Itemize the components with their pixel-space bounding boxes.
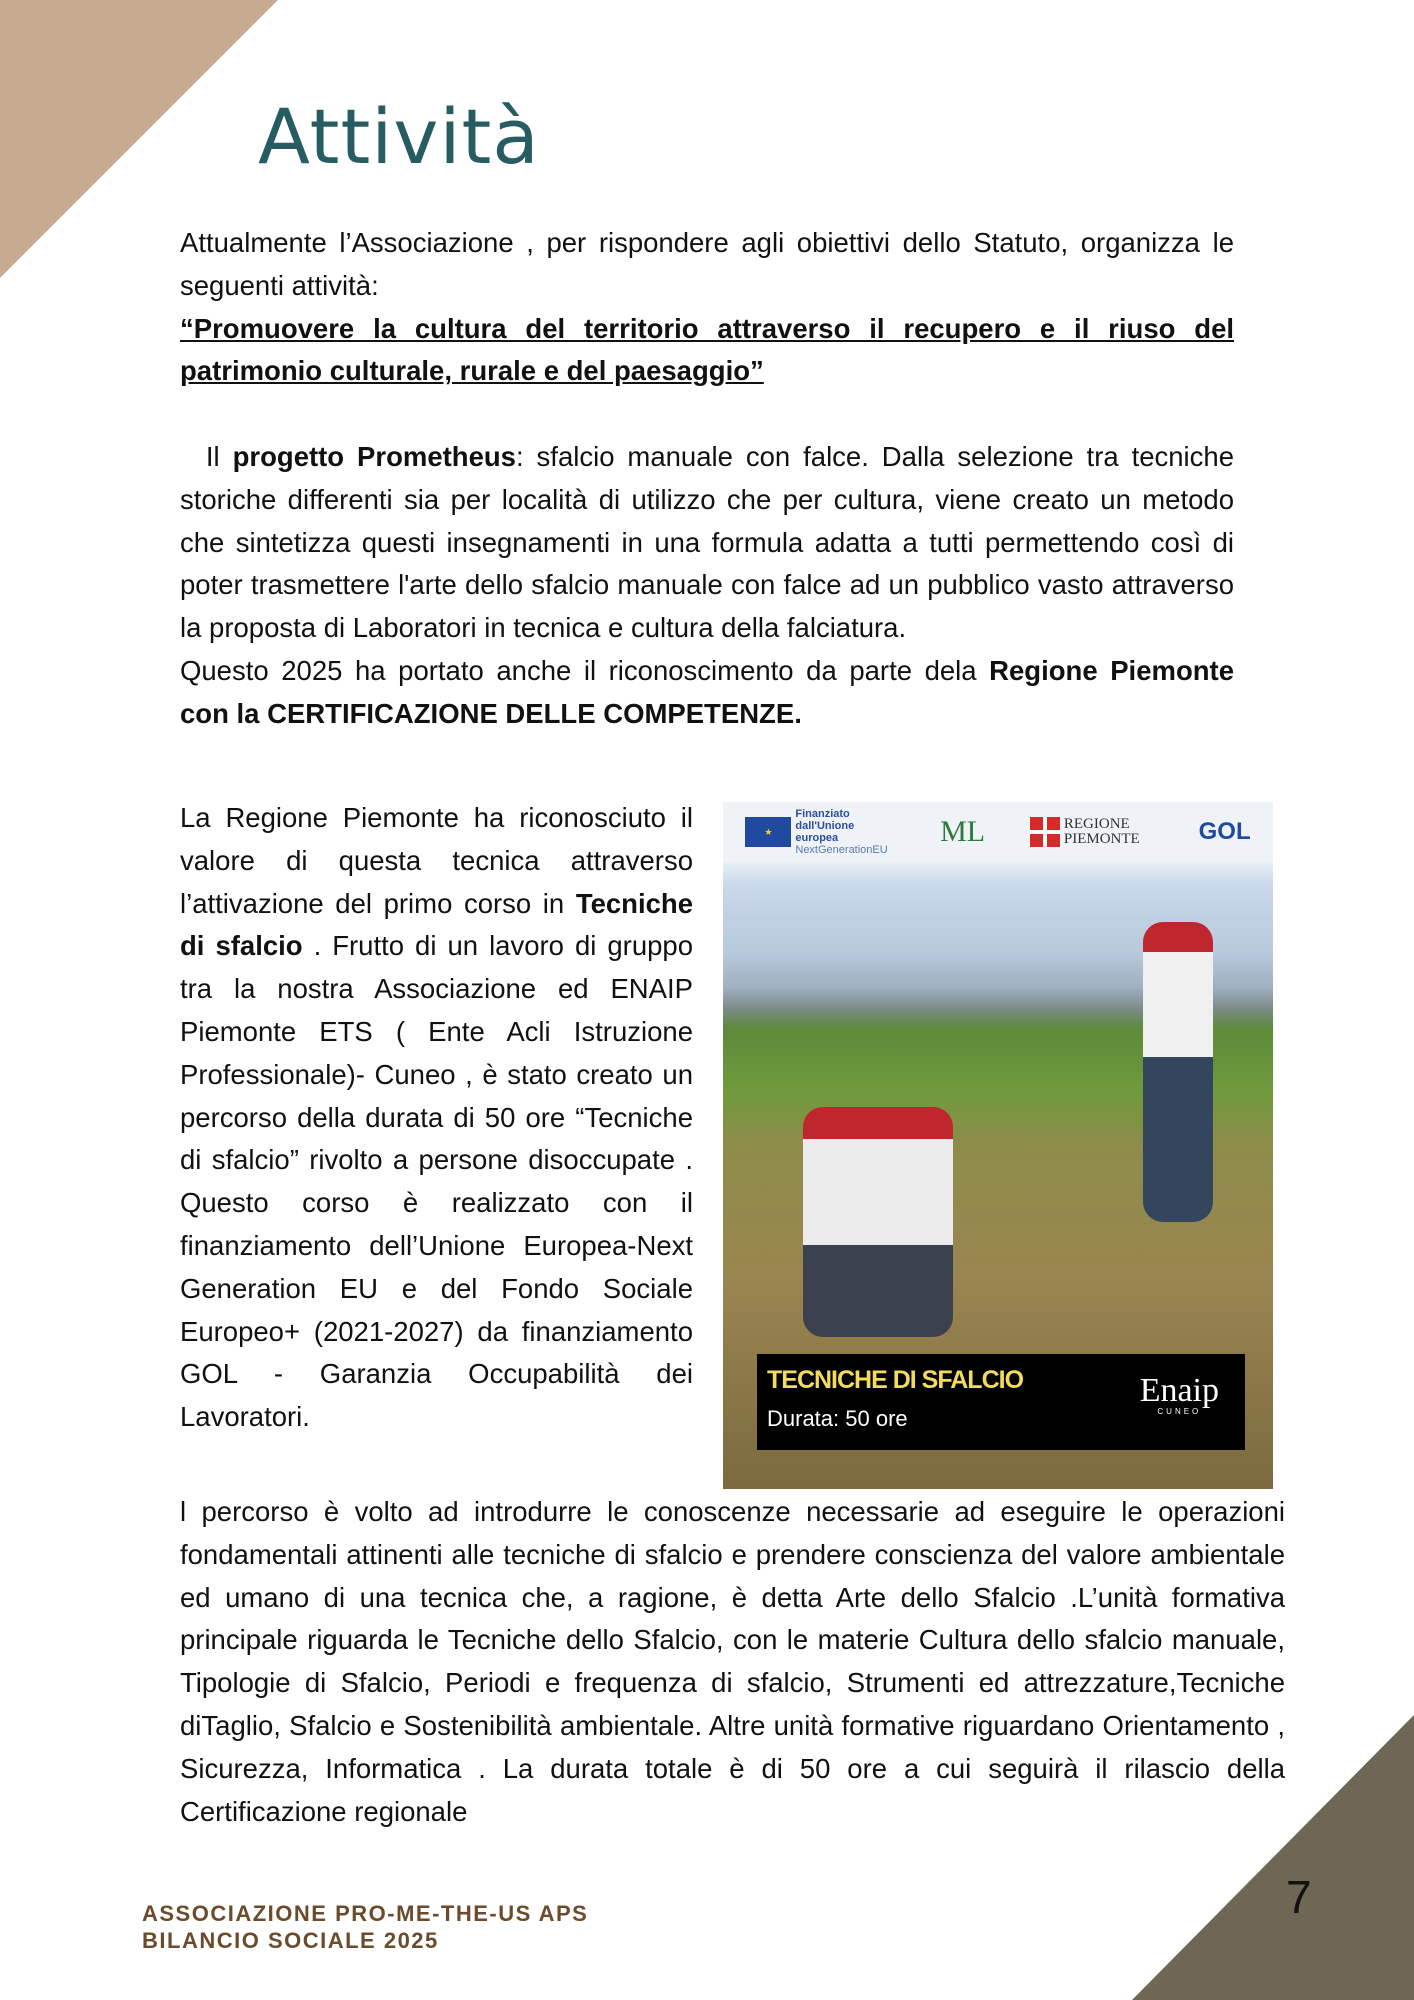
caption-title: TECNICHE DI SFALCIO: [767, 1366, 1024, 1394]
recognition-text: Questo 2025 ha portato anche il riconoscimento da parte dela: [180, 654, 990, 686]
eu-flag-icon: ★: [745, 817, 791, 847]
regione-piemonte-logo: [1030, 817, 1154, 847]
enaip-name: Enaip: [1139, 1372, 1219, 1409]
page-number: 7: [1286, 1871, 1312, 1923]
footer: [142, 1900, 588, 1954]
column-text-2: . Frutto di un lavoro di gruppo tra la nostra Associazione ed ENAIP Piemonte ETS ( Ente Acli Istruzione Professionale)- Cuneo , è stato creato un percorso della durata di 50 ore “Tecniche di sfalcio” rivolto a persone disoccupate . Questo corso è realizzato con il finanziamento dell’Unione Europea-Next Generation EU e del Fondo Sociale Europeo+ (2021-2027) da finanziamento GOL - Garanzia Occupabilità dei Lavoratori.: [180, 930, 694, 1433]
prometheus-paragraph: [180, 436, 1234, 650]
closing-paragraph: l percorso è volto ad introdurre le conoscenze necessarie ad eseguire le operazioni fondamentali attinenti alle tecniche di sfalcio e prendere conscienza del valore ambientale ed umano di una tecnica che, a ragione, è detta Arte dello Sfalcio .L’unità formativa principale riguarda le Tecniche dello Sfalcio, con le materie Cultura dello sfalcio manuale, Tipologie di Sfalcio, Periodi e frequenza di sfalcio, Strumenti ed attrezzature,Tecniche diTaglio, Sfalcio e Sostenibilità ambientale. Altre unità formative riguardano Orientamento , Sicurezza, Informatica . La durata totale è di 50 ore a cui seguirà il rilascio della Certificazione regionale: [180, 1496, 1285, 1827]
recognition-bold: Regione Piemonte con la CERTIFICAZIONE DELLE COMPETENZE.: [180, 654, 1234, 729]
column-bold: Tecniche di sfalcio: [180, 887, 693, 962]
enaip-logo: [1139, 1372, 1219, 1418]
course-photo: [723, 802, 1273, 1489]
column-text-1: La Regione Piemonte ha riconosciuto il valore di questa tecnica attraverso l’attivazione del primo corso in: [180, 802, 693, 919]
man-sitting: [803, 1107, 953, 1337]
eu-sub: NextGenerationEU: [795, 844, 888, 856]
ministry-logo: ML: [940, 815, 986, 848]
intro-section: [180, 222, 1234, 736]
recognition-paragraph: [180, 650, 1234, 736]
prometheus-prefix: Il: [205, 440, 233, 472]
gol-logo: GOL: [1198, 818, 1251, 845]
page-title: Attività: [258, 92, 540, 181]
intro-text: Attualmente l’Associazione , per rispondere agli obiettivi dello Statuto, organizza le seguenti attività:: [180, 227, 1234, 301]
prometheus-bold: progetto Prometheus: [232, 440, 516, 472]
mission-quote: “Promuovere la cultura del territorio attraverso il recupero e il riuso del patrimonio culturale, rurale e del paesaggio”: [180, 312, 1234, 387]
caption-duration: Durata: 50 ore: [767, 1406, 908, 1431]
enaip-sub: CUNEO: [1157, 1407, 1202, 1416]
region-label: REGIONE PIEMONTE: [1063, 816, 1140, 847]
course-column: [180, 797, 693, 1439]
footer-org: ASSOCIAZIONE PRO-ME-THE-US APS: [142, 1901, 589, 1926]
caption-box: [757, 1354, 1245, 1450]
piemonte-flag-icon: [1030, 817, 1060, 847]
funding-logos: [723, 802, 1273, 862]
man-standing: [1143, 922, 1213, 1222]
eu-label: Finanziato dall'Unione europea: [795, 808, 855, 844]
eu-logo: [745, 808, 895, 856]
footer-report: BILANCIO SOCIALE 2025: [142, 1928, 439, 1953]
prometheus-text: : sfalcio manuale con falce. Dalla selezione tra tecniche storiche differenti sia per località di utilizzo che per cultura, viene creato un metodo che sintetizza questi insegnamenti in una formula adatta a tutti permettendo così di poter trasmettere l'arte dello sfalcio manuale con falce ad un pubblico vasto attraverso la proposta di Laboratori in tecnica e cultura della falciatura.: [180, 440, 1235, 644]
